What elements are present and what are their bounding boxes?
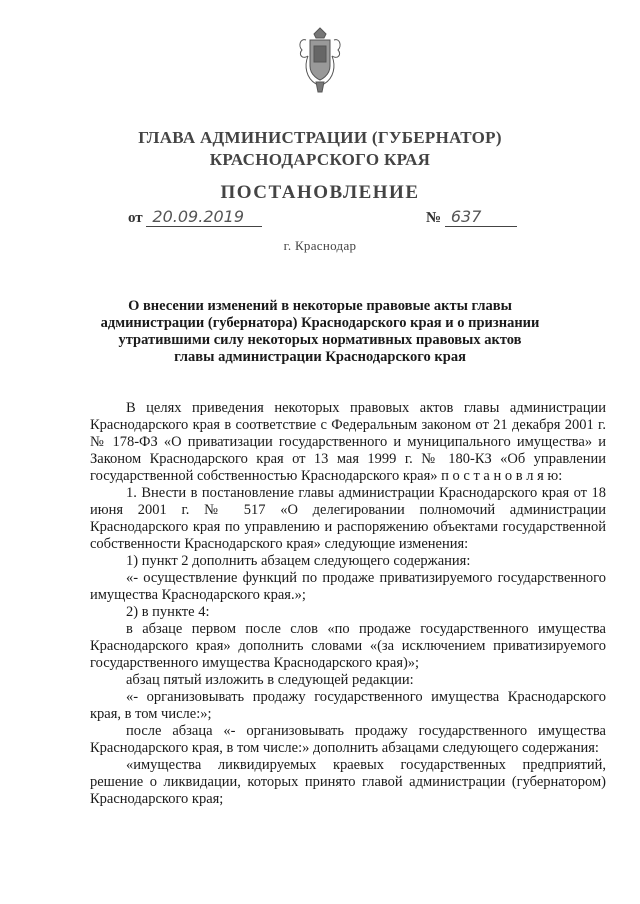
region-title: КРАСНОДАРСКОГО КРАЯ: [209, 150, 431, 169]
document-title: О внесении изменений в некоторые правовые акты главы администрации (губернатора) Краснодарского края и о признании утратившими силу некоторых нормативных правовых актов главы администрации Краснодарского края: [100, 298, 540, 365]
city: г. Краснодар: [283, 238, 357, 253]
date-label: от: [128, 210, 143, 226]
paragraph: после абзаца «- организовывать продажу государственного имущества Краснодарского края, в том числе:» дополнить абзацами следующего содержания:: [90, 723, 606, 756]
number-field: [426, 208, 517, 227]
paragraph: «- осуществление функций по продаже приватизируемого государственного имущества Краснодарского края.»;: [90, 570, 606, 603]
paragraph: 1) пункт 2 дополнить абзацем следующего содержания:: [126, 553, 471, 569]
number-label: №: [426, 210, 442, 226]
paragraph: 1. Внести в постановление главы администрации Краснодарского края от 18 июня 2001 г. № 517 «О делегировании полномочий администрации Краснодарского края по управлению и распоряжению объектами государственной собственности Краснодарского края» следующие изменения:: [90, 485, 606, 552]
paragraph: «- организовывать продажу государственного имущества Краснодарского края, в том числе:»;: [90, 689, 606, 722]
paragraph: «имущества ликвидируемых краевых государственных предприятий, решение о ликвидации, которых принято главой администрации (губернатором) Краснодарского края;: [90, 757, 606, 807]
date-field: [128, 208, 262, 227]
authority-title: ГЛАВА АДМИНИСТРАЦИИ (ГУБЕРНАТОР): [138, 128, 502, 147]
document-date: 20.09.2019: [146, 208, 262, 227]
paragraph: абзац пятый изложить в следующей редакции:: [126, 672, 414, 688]
paragraph: В целях приведения некоторых правовых актов главы администрации Краснодарского края в соответствие с Федеральным законом от 21 декабря 2001 г. № 178-ФЗ «О приватизации государственного и муниципального имущества» и Законом Краснодарского края от 13 мая 1999 г. № 180-КЗ «Об управлении государственной собственностью Краснодарского края» п о с т а н о в л я ю:: [90, 400, 606, 484]
paragraph: 2) в пункте 4:: [126, 604, 210, 620]
paragraph: в абзаце первом после слов «по продаже государственного имущества Краснодарского края» дополнить словами «(за исключением приватизируемого государственного имущества Краснодарского края)»;: [90, 621, 606, 671]
document-number: 637: [445, 208, 517, 227]
coat-of-arms-icon: [296, 26, 344, 98]
document-type: ПОСТАНОВЛЕНИЕ: [220, 182, 420, 203]
document-body: [90, 400, 606, 808]
